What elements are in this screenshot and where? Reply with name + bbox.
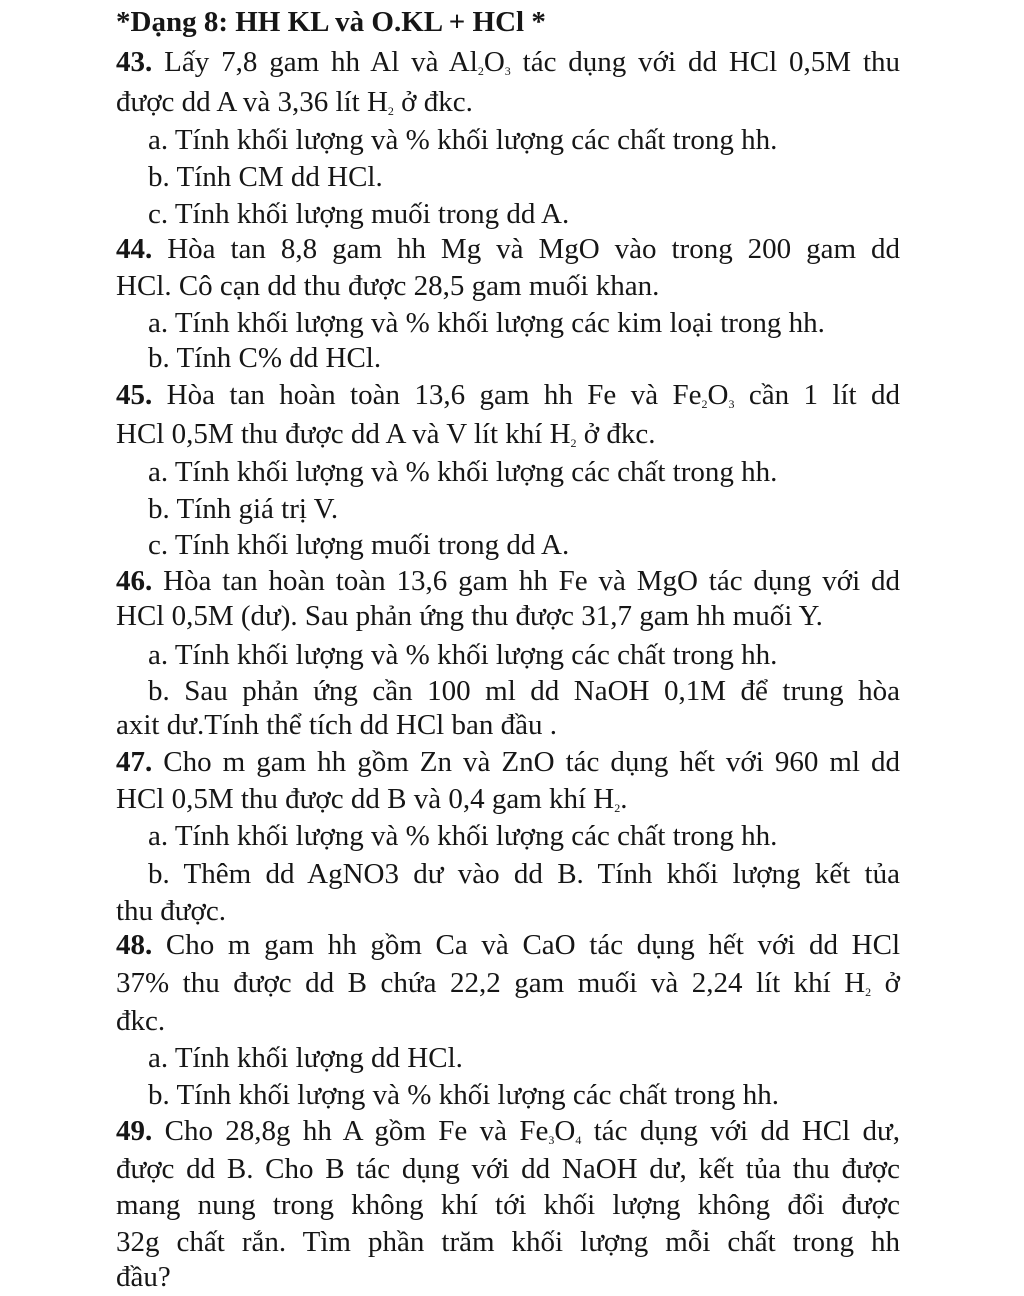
problem-number: 43.: [116, 46, 153, 78]
problem-49-line-3: mang nung trong không khí tới khối lượng không đổi được: [116, 1189, 900, 1221]
problem-48-part-a: a. Tính khối lượng dd HCl.: [148, 1042, 463, 1074]
problem-48-line-1: 48. Cho m gam hh gồm Ca và CaO tác dụng hết với dd HCl: [116, 929, 901, 961]
problem-43-part-b: b. Tính CM dd HCl.: [148, 161, 383, 193]
problem-45-line-1: 45. Hòa tan hoàn toàn 13,6 gam hh Fe và $Fe_2O_3$ cần 1 lít dd: [116, 379, 901, 411]
problem-43-line-1: 43. Lấy 7,8 gam hh Al và $Al_2O_3$ tác dụng với dd HCl 0,5M thu: [116, 46, 901, 78]
problem-45-part-a: a. Tính khối lượng và % khối lượng các chất trong hh.: [148, 456, 778, 488]
problem-number: 46.: [116, 565, 153, 597]
problem-number: 48.: [116, 929, 153, 961]
problem-48-part-b: b. Tính khối lượng và % khối lượng các chất trong hh.: [148, 1079, 779, 1111]
section-heading: *Dạng 8: HH KL và O.KL + HCl *: [116, 6, 546, 38]
problem-number: 47.: [116, 746, 153, 778]
problem-45-part-c: c. Tính khối lượng muối trong dd A.: [148, 529, 570, 561]
problem-48-line-2: 37% thu được dd B chứa 22,2 gam muối và 2,24 lít khí $H_2$ ở: [116, 967, 901, 999]
problem-43-line-2: được dd A và 3,36 lít $H_2$ ở đkc.: [116, 86, 473, 118]
problem-49-line-5: đầu?: [116, 1261, 171, 1293]
problem-46-line-1: 46. Hòa tan hoàn toàn 13,6 gam hh Fe và MgO tác dụng với dd: [116, 565, 901, 597]
problem-46-part-a: a. Tính khối lượng và % khối lượng các chất trong hh.: [148, 639, 778, 671]
problem-47-part-b: b. Thêm dd AgNO3 dư vào dd B. Tính khối lượng kết tủa: [148, 858, 900, 890]
problem-44-line-2: HCl. Cô cạn dd thu được 28,5 gam muối khan.: [116, 270, 660, 302]
problem-number: 45.: [116, 379, 153, 411]
problem-43-part-a: a. Tính khối lượng và % khối lượng các chất trong hh.: [148, 124, 778, 156]
problem-47-part-b-continued: thu được.: [116, 895, 226, 927]
problem-49-line-4: 32g chất rắn. Tìm phần trăm khối lượng mỗi chất trong hh: [116, 1226, 900, 1258]
problem-44-line-1: 44. Hòa tan 8,8 gam hh Mg và MgO vào trong 200 gam dd: [116, 233, 901, 265]
problem-47-line-2: HCl 0,5M thu được dd B và 0,4 gam khí $H_2$.: [116, 783, 628, 815]
problem-47-part-a: a. Tính khối lượng và % khối lượng các chất trong hh.: [148, 820, 778, 852]
problem-45-line-2: HCl 0,5M thu được dd A và V lít khí $H_2$ ở đkc.: [116, 418, 656, 450]
problem-49-line-2: được dd B. Cho B tác dụng với dd NaOH dư, kết tủa thu được: [116, 1153, 900, 1185]
problem-45-part-b: b. Tính giá trị V.: [148, 493, 339, 525]
problem-46-part-b: b. Sau phản ứng cần 100 ml dd NaOH 0,1M để trung hòa: [148, 675, 900, 707]
problem-43-part-c: c. Tính khối lượng muối trong dd A.: [148, 198, 570, 230]
problem-48-line-3: đkc.: [116, 1005, 166, 1037]
problem-46-line-2: HCl 0,5M (dư). Sau phản ứng thu được 31,7 gam hh muối Y.: [116, 600, 823, 632]
problem-46-part-b-continued: axit dư.Tính thể tích dd HCl ban đầu .: [116, 709, 557, 741]
problem-49-line-1: 49. Cho 28,8g hh A gồm Fe và $Fe_3O_4$ tác dụng với dd HCl dư,: [116, 1115, 900, 1147]
problem-number: 44.: [116, 233, 153, 265]
problem-44-part-b: b. Tính C% dd HCl.: [148, 342, 382, 374]
problem-44-part-a: a. Tính khối lượng và % khối lượng các kim loại trong hh.: [148, 307, 825, 339]
problem-47-line-1: 47. Cho m gam hh gồm Zn và ZnO tác dụng hết với 960 ml dd: [116, 746, 900, 778]
problem-number: 49.: [116, 1115, 153, 1147]
